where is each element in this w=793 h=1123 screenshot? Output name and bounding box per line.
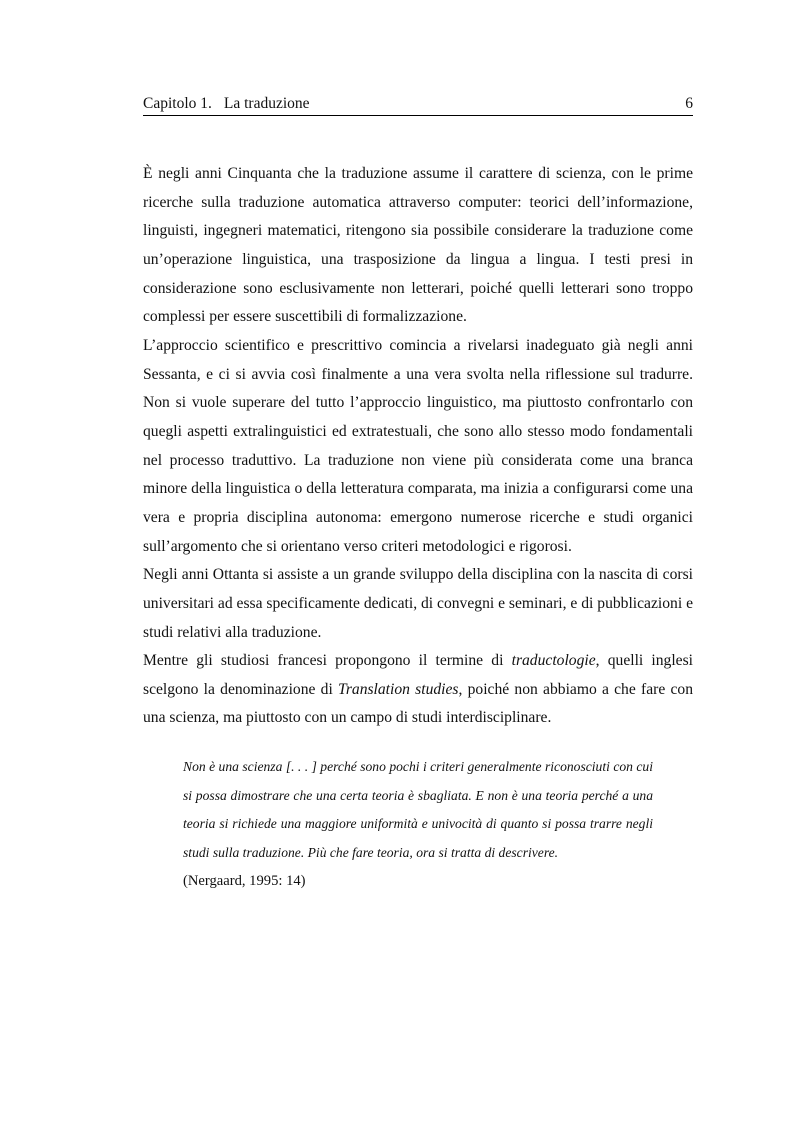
paragraph-4 [143,647,693,733]
running-header [143,94,693,116]
quote-text: Non è una scienza [. . . ] perché sono pochi i criteri generalmente riconosciuti con cui si possa dimostrare che una certa teoria è sbagliata. E non è una teoria perché a una teoria si richiede una maggiore uniformità e univocità di quanto si possa trarre negli studi sulla traduzione. Più che fare teoria, ora si tratta di descrivere. [183,759,653,860]
paragraph-1: È negli anni Cinquanta che la traduzione assume il carattere di scienza, con le prime ricerche sulla traduzione automatica attraverso computer: teorici dell’informazione, linguisti, ingegneri matematici, ritengono sia possibile considerare la traduzione come un’operazione linguistica, una trasposizione da lingua a lingua. I testi presi in considerazione sono esclusivamente non letterari, poiché quelli letterari sono troppo complessi per essere suscettibili di formalizzazione. [143,165,693,326]
term-traductologie: traductologie [511,652,596,670]
paragraph-2: L’approccio scientifico e prescrittivo comincia a rivelarsi inadeguato già negli anni Sessanta, e ci si avvia così finalmente a una vera svolta nella riflessione sul tradurre. Non si vuole superare del tutto l’approccio linguistico, ma piuttosto confrontarlo con quegli aspetti extralinguistici ed extratestuali, che sono allo stesso modo fondamentali nel processo traduttivo. La traduzione non viene più considerata come una branca minore della linguistica o della letteratura comparata, ma inizia a configurarsi come una vera e propria disciplina autonoma: emergono numerose ricerche e studi organici sull’argomento che si orientano verso criteri metodologici e rigorosi. [143,336,693,555]
quote-citation: (Nergaard, 1995: 14) [183,873,306,889]
paragraph-4-before: Mentre gli studiosi francesi propongono il termine di [143,652,512,670]
header-rule [143,115,693,116]
header-chapter: Capitolo 1. [143,95,212,112]
header-left [143,94,310,114]
page-number: 6 [685,95,693,112]
paragraph-4-after: , poiché non abbiamo a che fare con una scienza, ma piuttosto con un campo di studi interdisciplinare. [143,680,693,727]
term-translation-studies: Translation studies [338,680,459,698]
block-quote [183,753,653,896]
paragraph-3: Negli anni Ottanta si assiste a un grande sviluppo della disciplina con la nascita di corsi universitari ad essa specificamente dedicati, di convegni e seminari, e di pubblicazioni e studi relativi alla traduzione. [143,566,693,641]
header-title: La traduzione [223,95,310,112]
paragraph-4-middle: , quelli inglesi scelgono la denominazione di [143,652,693,698]
body-text [143,160,693,733]
